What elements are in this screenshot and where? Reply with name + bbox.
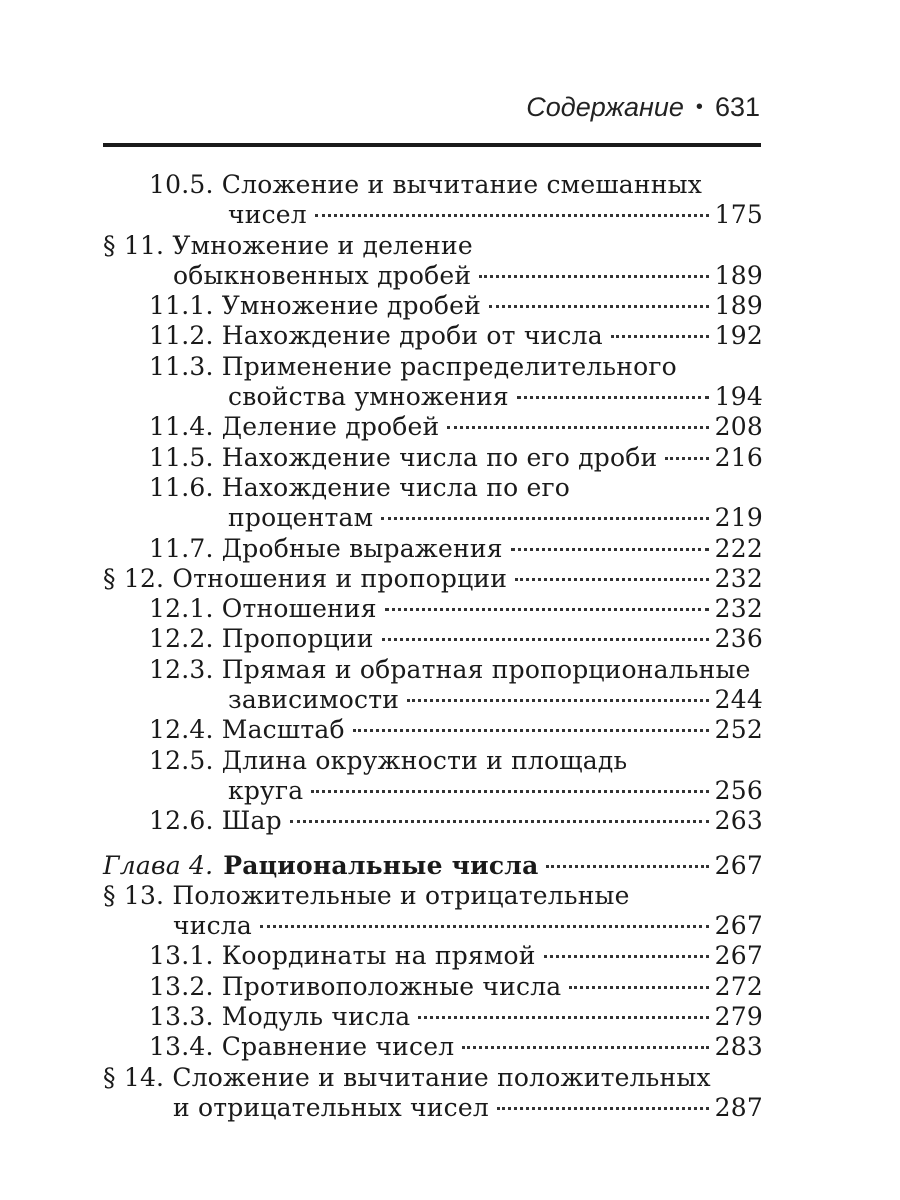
toc-entry-number: 11.5.: [149, 442, 214, 472]
toc-entry-number: 12.3.: [149, 654, 214, 684]
toc-entry-title: Применение распределительного: [221, 351, 677, 381]
leader-dots: [315, 214, 709, 217]
leader-dots: [407, 699, 709, 702]
toc-chapter-entry[interactable]: [103, 851, 763, 881]
leader-dots: [515, 578, 709, 581]
toc-entry-number: 11.1.: [149, 291, 214, 321]
toc-entry-title-cont: и отрицательных чисел: [173, 1092, 489, 1122]
toc-entry-number: 11.3.: [149, 351, 214, 381]
leader-dots: [311, 790, 708, 793]
toc-entry[interactable]: [103, 594, 763, 624]
toc-entry-page: 189: [714, 260, 763, 290]
toc-entry-page: 189: [714, 291, 763, 321]
toc-entry-title: Отношения и пропорции: [172, 563, 508, 593]
toc-entry-page: 272: [714, 971, 763, 1001]
toc-entry-title: Сложение и вычитание положительных: [172, 1062, 711, 1092]
toc-entry[interactable]: [103, 881, 763, 942]
toc-entry-number: 12.5.: [149, 745, 214, 775]
toc-entry[interactable]: [103, 473, 763, 534]
leader-dots: [353, 729, 709, 732]
toc-entry-page: 194: [714, 382, 763, 412]
leader-dots: [489, 305, 709, 308]
toc-entry-title: Длина окружности и площадь: [221, 745, 628, 775]
toc-entry-number: § 14.: [103, 1062, 165, 1092]
toc-entry-page: 279: [714, 1002, 763, 1032]
leader-dots: [546, 865, 708, 868]
leader-dots: [462, 1046, 708, 1049]
toc-entry-title: Масштаб: [221, 715, 345, 745]
toc-entry-page: 236: [714, 624, 763, 654]
toc-entry[interactable]: [103, 624, 763, 654]
toc-entry-page: 267: [714, 911, 763, 941]
leader-dots: [511, 548, 709, 551]
toc-entry-page: 208: [714, 412, 763, 442]
toc-entry-number: 13.2.: [149, 971, 214, 1001]
toc-entry-number: 12.2.: [149, 624, 214, 654]
leader-dots: [479, 275, 708, 278]
toc-entry-title: Прямая и обратная пропорциональные: [221, 654, 751, 684]
toc-entry[interactable]: [103, 321, 763, 351]
toc-chapter-label: Глава 4.: [103, 850, 214, 880]
toc-entry-title-cont: круга: [228, 775, 304, 805]
toc-entry-title-cont: свойства умножения: [228, 382, 509, 412]
toc-entry-page: 263: [714, 806, 763, 836]
leader-dots: [385, 608, 709, 611]
toc-entry-title-cont: процентам: [228, 503, 374, 533]
toc-entry-number: 11.6.: [149, 472, 214, 502]
running-head-bullet: •: [695, 96, 703, 118]
leader-dots: [665, 457, 708, 460]
toc-entry-number: § 11.: [103, 230, 165, 260]
toc-entry-number: 10.5.: [149, 170, 214, 199]
toc-entry[interactable]: [103, 941, 763, 971]
toc-entry-title: Нахождение числа по его дроби: [221, 442, 658, 472]
toc-entry-title: Положительные и отрицательные: [172, 880, 630, 910]
toc-entry-page: 287: [714, 1092, 763, 1122]
toc-entry-title: Нахождение числа по его: [221, 472, 571, 502]
toc-entry-page: 232: [714, 563, 763, 593]
leader-dots: [611, 335, 709, 338]
toc-entry-title: Пропорции: [221, 624, 374, 654]
toc-entry-title: Сравнение чисел: [221, 1032, 455, 1062]
toc-entry-title: Координаты на прямой: [221, 941, 536, 971]
leader-dots: [418, 1016, 708, 1019]
page-number: 631: [714, 92, 760, 122]
toc-entry[interactable]: [103, 655, 763, 716]
toc-entry-title: Шар: [221, 806, 282, 836]
toc-entry[interactable]: [103, 443, 763, 473]
toc-entry[interactable]: [103, 1002, 763, 1032]
toc-entry[interactable]: [103, 231, 763, 292]
toc-entry[interactable]: [103, 564, 763, 594]
toc-entry-page: 216: [714, 442, 763, 472]
toc-entry-title: Дробные выражения: [221, 533, 503, 563]
toc-entry-title: Модуль числа: [221, 1002, 411, 1032]
toc-entry-number: § 12.: [103, 563, 165, 593]
toc-entry-page: 267: [714, 941, 763, 971]
toc-entry-number: 13.3.: [149, 1002, 214, 1032]
toc-entry-page: 256: [714, 775, 763, 805]
toc-entry-title: Нахождение дроби от числа: [221, 321, 603, 351]
toc-entry-number: 13.4.: [149, 1032, 214, 1062]
toc-entry-number: 13.1.: [149, 941, 214, 971]
toc-entry-title-cont: числа: [173, 911, 252, 941]
toc-entry-page: 219: [714, 503, 763, 533]
leader-dots: [544, 955, 709, 958]
leader-dots: [290, 820, 709, 823]
toc-entry[interactable]: [103, 534, 763, 564]
toc-entry-title: Умножение дробей: [221, 291, 482, 321]
toc-entry-number: 12.6.: [149, 806, 214, 836]
toc-entry-page: 192: [714, 321, 763, 351]
toc-entry[interactable]: [103, 170, 763, 231]
toc-entry-title: Противоположные числа: [221, 971, 562, 1001]
toc-entry-title: Сложение и вычитание смешанных: [221, 170, 702, 199]
table-of-contents: [103, 170, 763, 1123]
toc-entry[interactable]: [103, 806, 763, 836]
toc-entry-page: 252: [714, 715, 763, 745]
leader-dots: [447, 426, 708, 429]
toc-entry[interactable]: [103, 412, 763, 442]
toc-entry-page: 267: [714, 850, 763, 880]
toc-entry[interactable]: [103, 291, 763, 321]
running-head: [526, 92, 760, 123]
toc-entry-page: 283: [714, 1032, 763, 1062]
header-rule: [103, 143, 761, 147]
toc-entry[interactable]: [103, 746, 763, 807]
toc-entry[interactable]: [103, 972, 763, 1002]
toc-entry-number: 12.1.: [149, 594, 214, 624]
leader-dots: [497, 1107, 709, 1110]
leader-dots: [260, 925, 709, 928]
toc-entry-title: Умножение и деление: [172, 230, 473, 260]
toc-entry[interactable]: [103, 1032, 763, 1062]
toc-entry-number: 11.7.: [149, 533, 214, 563]
toc-entry-title-cont: обыкновенных дробей: [173, 260, 472, 290]
toc-entry-title-cont: чисел: [228, 200, 307, 230]
leader-dots: [382, 638, 709, 641]
toc-entry[interactable]: [103, 715, 763, 745]
toc-entry[interactable]: [103, 352, 763, 413]
toc-chapter-title: Рациональные числа: [223, 850, 539, 880]
toc-entry-page: 222: [714, 533, 763, 563]
toc-entry-title-cont: зависимости: [228, 685, 400, 715]
toc-entry-number: 11.4.: [149, 412, 214, 442]
leader-dots: [517, 396, 709, 399]
toc-entry-number: 12.4.: [149, 715, 214, 745]
toc-entry-page: 175: [714, 200, 763, 230]
leader-dots: [381, 517, 708, 520]
leader-dots: [569, 986, 708, 989]
toc-entry-title: Деление дробей: [221, 412, 440, 442]
running-head-title: Содержание: [526, 92, 684, 122]
toc-entry-page: 244: [714, 685, 763, 715]
toc-entry-number: 11.2.: [149, 321, 214, 351]
toc-entry[interactable]: [103, 1063, 763, 1124]
toc-entry-title: Отношения: [221, 594, 377, 624]
toc-entry-number: § 13.: [103, 880, 165, 910]
toc-entry-page: 232: [714, 594, 763, 624]
